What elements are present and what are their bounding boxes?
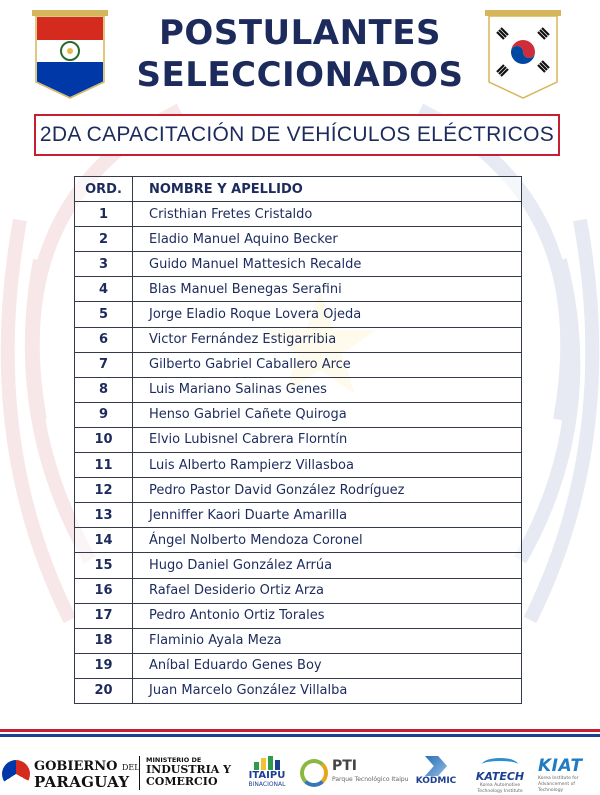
pti-sub-text: Parque Tecnológico Itaipu [332,776,409,783]
kodmic-text: KODMIC [415,776,457,786]
subtitle-box [34,114,560,156]
participants-table [74,176,522,704]
row-name: Luis Mariano Salinas Genes [133,377,522,402]
column-header-name: NOMBRE Y APELLIDO [133,177,522,202]
table-row [75,377,522,402]
row-name: Victor Fernández Estigarribia [133,327,522,352]
table-row [75,578,522,603]
row-ord: 7 [75,352,133,377]
gobierno-text-line1 [34,759,140,774]
industria-text: INDUSTRIA Y [146,763,231,776]
table-row [75,327,522,352]
ministerio-logo [139,756,238,790]
row-name: Pedro Pastor David González Rodríguez [133,478,522,503]
table-row [75,528,522,553]
row-name: Gilberto Gabriel Caballero Arce [133,352,522,377]
footer-divider-blue [0,734,600,737]
katech-text: KATECH [475,770,525,783]
title-line-1: POSTULANTES [159,13,441,53]
table-row [75,678,522,703]
katech-sub-text: Korea Automotive Technology Institute [477,783,523,794]
table-row [75,553,522,578]
paraguay-seal-icon [2,760,30,788]
kiat-sub-text: Korea Institute for Advancement of Technology [538,776,579,793]
footer-divider-red [0,729,600,732]
paraguay-text: PARAGUAY [34,773,130,791]
row-name: Rafael Desiderio Ortiz Arza [133,578,522,603]
row-ord: 9 [75,402,133,427]
itaipu-logo [242,756,292,788]
kodmic-logo [410,756,462,787]
row-ord: 13 [75,503,133,528]
katech-logo [470,756,530,795]
comercio-text: COMERCIO [146,775,218,788]
table-row [75,402,522,427]
row-ord: 10 [75,427,133,452]
row-name: Jorge Eladio Roque Lovera Ojeda [133,302,522,327]
kiat-text: KIAT [538,756,583,776]
itaipu-mark-icon [252,756,282,770]
table-row [75,302,522,327]
table-row [75,603,522,628]
row-name: Blas Manuel Benegas Serafini [133,277,522,302]
table-row [75,252,522,277]
row-name: Eladio Manuel Aquino Becker [133,227,522,252]
table-row [75,352,522,377]
row-name: Hugo Daniel González Arrúa [133,553,522,578]
pti-text: PTI [332,758,358,774]
row-ord: 17 [75,603,133,628]
row-ord: 5 [75,302,133,327]
itaipu-text: ITAIPU [248,770,286,781]
table-header-row [75,177,522,202]
row-ord: 14 [75,528,133,553]
row-ord: 20 [75,678,133,703]
row-name: Ángel Nolberto Mendoza Coronel [133,528,522,553]
table-row [75,202,522,227]
row-ord: 19 [75,653,133,678]
table-row [75,227,522,252]
row-ord: 1 [75,202,133,227]
row-name: Jenniffer Kaori Duarte Amarilla [133,503,522,528]
kiat-logo [538,756,598,794]
row-ord: 4 [75,277,133,302]
kodmic-mark-icon [425,756,447,776]
row-ord: 2 [75,227,133,252]
table-row [75,503,522,528]
row-ord: 18 [75,628,133,653]
row-name: Juan Marcelo González Villalba [133,678,522,703]
row-ord: 11 [75,453,133,478]
row-ord: 3 [75,252,133,277]
column-header-ord: ORD. [75,177,133,202]
row-ord: 16 [75,578,133,603]
row-ord: 8 [75,377,133,402]
row-ord: 12 [75,478,133,503]
row-name: Aníbal Eduardo Genes Boy [133,653,522,678]
table-row [75,628,522,653]
row-name: Luis Alberto Rampierz Villasboa [133,453,522,478]
gobierno-paraguay-logo [2,756,140,791]
table-row [75,653,522,678]
ministerio-text: MINISTERIO DE [146,756,202,764]
table-row [75,478,522,503]
row-ord: 6 [75,327,133,352]
table-row [75,277,522,302]
row-name: Flaminio Ayala Meza [133,628,522,653]
row-name: Pedro Antonio Ortiz Torales [133,603,522,628]
itaipu-sub-text: BINACIONAL [248,781,286,788]
subtitle: 2DA CAPACITACIÓN DE VEHÍCULOS ELÉCTRICOS [39,123,555,146]
row-name: Cristhian Fretes Cristaldo [133,202,522,227]
pti-circle-icon [300,759,328,787]
footer-logos [0,748,600,794]
row-name: Elvio Lubisnel Cabrera Florntín [133,427,522,452]
row-name: Henso Gabriel Cañete Quiroga [133,402,522,427]
page-title [0,12,600,96]
row-name: Guido Manuel Mattesich Recalde [133,252,522,277]
gobierno-text: GOBIERNO [34,759,118,774]
title-line-2: SELECCIONADOS [136,55,464,95]
gobierno-del-text: DEL [121,763,140,772]
table-row [75,453,522,478]
row-ord: 15 [75,553,133,578]
table-row [75,427,522,452]
